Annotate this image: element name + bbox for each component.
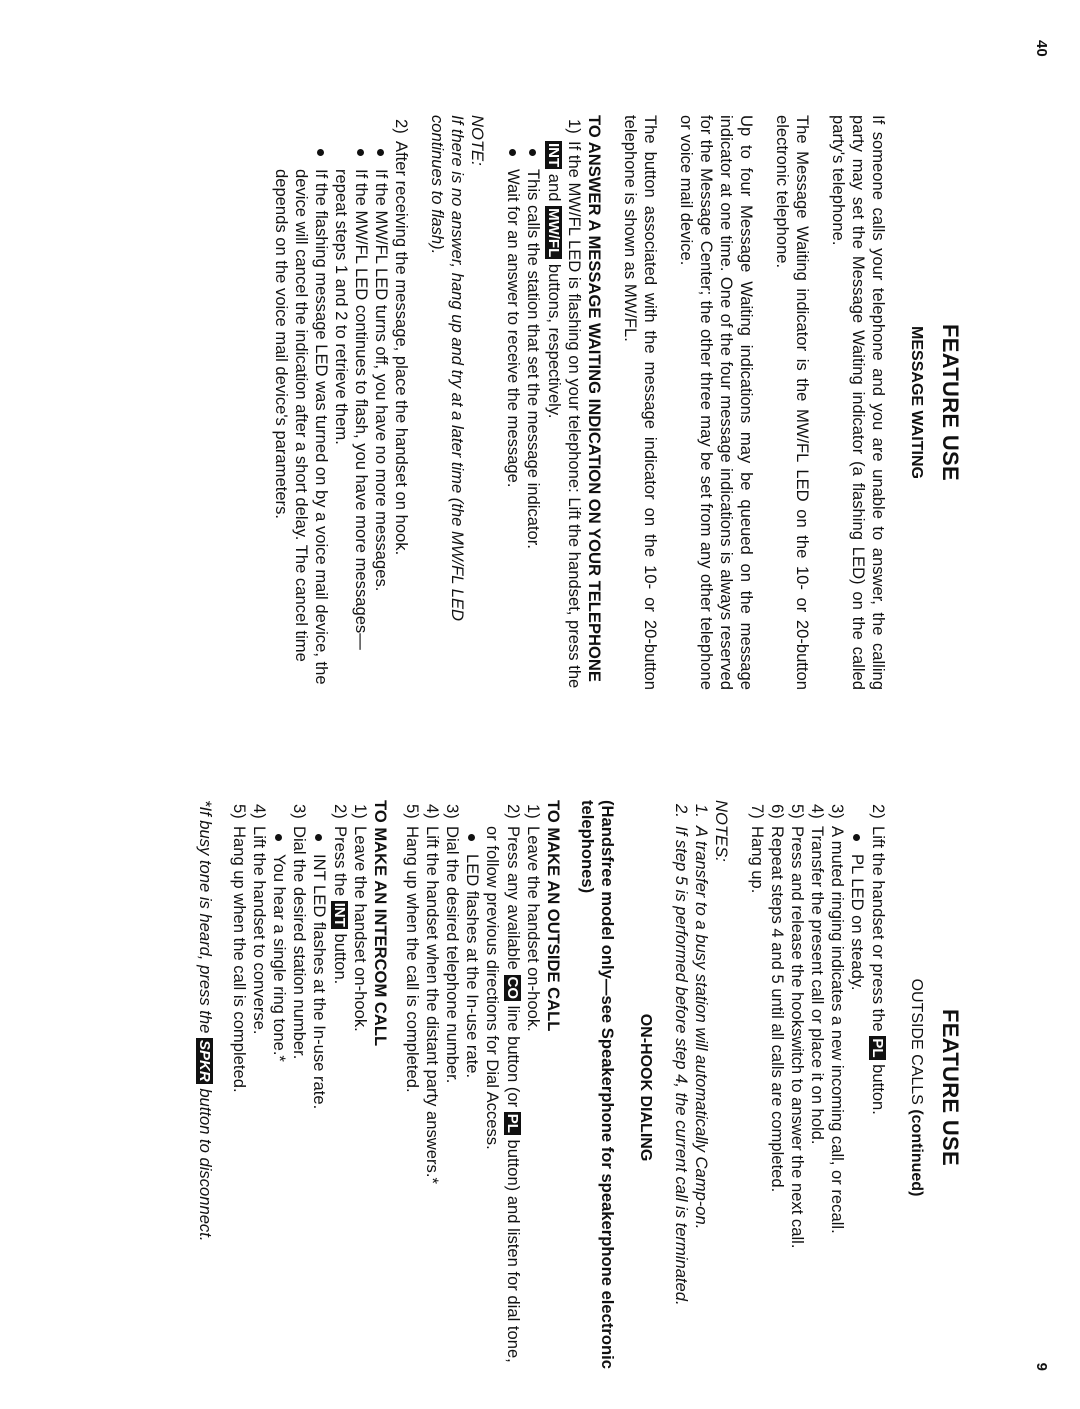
step-number: 3)	[443, 804, 462, 819]
step-6	[767, 800, 787, 1375]
intercom-call-heading: TO MAKE AN INTERCOM CALL	[371, 800, 390, 1047]
step-number: 2)	[331, 804, 350, 819]
step-number: 6)	[768, 804, 787, 819]
step-4	[249, 800, 269, 1375]
bullet-list	[503, 141, 543, 690]
step-number: 5)	[403, 804, 422, 819]
co-key-label: CO	[504, 976, 521, 1000]
bullet-list	[269, 826, 289, 1375]
bullet-list	[271, 141, 391, 690]
bullet-item: INT LED flashes at the In-use rate.	[309, 826, 329, 1375]
bullet-item: Wait for an answer to receive the message.	[503, 141, 523, 690]
step-text: If the MW/FL LED is flashing on your telephone: Lift the handset, press the	[565, 141, 584, 689]
bullet-list	[309, 826, 329, 1375]
step-text: Lift the handset or press the	[869, 826, 888, 1032]
notes	[671, 800, 731, 1375]
step-5	[787, 800, 807, 1375]
right-title: FEATURE USE	[938, 1009, 963, 1166]
pl-key-label: PL	[504, 1113, 521, 1133]
pl-key-label: PL	[869, 1038, 886, 1058]
paragraph: The Message Waiting indicator is the MW/FL LED on the 10- or 20-button electronic telephone.	[773, 115, 812, 690]
step-text: button.	[331, 933, 350, 985]
step-1	[350, 800, 370, 1375]
step-text: Repeat steps 4 and 5 until all calls are completed.	[768, 826, 787, 1193]
bullet-item: PL LED on steady.	[847, 826, 867, 1375]
step-text: Lift the handset to converse.	[250, 826, 269, 1035]
step-4	[807, 800, 827, 1375]
note-number: 1.	[692, 804, 711, 818]
step-text: and	[545, 173, 564, 202]
step-2	[462, 800, 523, 1375]
step-3	[827, 800, 847, 1375]
step-2	[847, 800, 888, 1375]
notes-list	[671, 800, 711, 1375]
answer-steps-cont	[271, 115, 411, 690]
step-text: Hang up when the call is completed.	[230, 826, 249, 1093]
outside-calls-subhead	[906, 800, 926, 1375]
step-3	[442, 800, 462, 1375]
handsfree-heading: (Handsfree model only—see Speakerphone for speakerphone electronic telephones)	[578, 800, 617, 1369]
outside-call-heading: TO MAKE AN OUTSIDE CALL	[544, 800, 563, 1032]
step-text: Dial the desired telephone number.	[443, 826, 462, 1084]
step-text: Transfer the present call or place it on hold.	[808, 826, 827, 1145]
note-text: A transfer to a busy station will automatically Camp-on.	[692, 826, 711, 1230]
subhead-continued: (continued)	[908, 1109, 925, 1197]
answer-heading: TO ANSWER A MESSAGE WAITING INDICATION ON YOUR TELEPHONE	[585, 115, 604, 682]
note-item	[671, 800, 691, 1375]
step-1	[523, 800, 543, 1375]
footnote	[194, 800, 215, 1375]
bullet-item: If the MW/FL LED continues to flash, you have more messages—repeat steps 1 and 2 to retrieve them.	[331, 141, 371, 690]
footnote-text: *If busy tone is heard, press the	[196, 800, 215, 1034]
left-title: FEATURE USE	[938, 324, 963, 481]
step-1	[503, 115, 584, 690]
intercom-call-procedure	[229, 800, 370, 1375]
note-number: 2.	[672, 804, 691, 818]
step-number: 4)	[808, 804, 827, 819]
step-text: A muted ringing indicates a new incoming call, or recall.	[828, 826, 847, 1234]
note	[427, 115, 487, 690]
step-number: 2)	[504, 804, 523, 819]
notes-label: NOTES:	[712, 800, 731, 862]
step-number: 7)	[748, 804, 767, 819]
left-column	[271, 115, 963, 690]
step-text: button.	[869, 1064, 888, 1115]
note-item	[691, 800, 711, 1375]
step-text: Dial the desired station number.	[290, 826, 309, 1060]
step-7	[747, 800, 767, 1375]
step-5	[402, 800, 422, 1375]
bullet-item: You hear a single ring tone.*	[269, 826, 289, 1375]
bullet-item: This calls the station that set the message indicator.	[523, 141, 543, 690]
step-4	[422, 800, 442, 1375]
outside-call-procedure	[402, 800, 543, 1375]
step-number: 3)	[828, 804, 847, 819]
step-text: Press any available	[504, 826, 523, 970]
bullet-list	[847, 826, 867, 1375]
note-text: If step 5 is performed before step 4, the current call is terminated.	[672, 826, 691, 1306]
step-number: 1)	[565, 119, 584, 134]
step-text: Hang up.	[748, 826, 767, 894]
step-text: buttons, respectively.	[545, 263, 564, 419]
step-text: Hang up when the call is completed.	[403, 826, 422, 1093]
step-number: 2)	[869, 804, 888, 819]
message-waiting-subhead: MESSAGE WAITING	[908, 326, 925, 479]
paragraph: Up to four Message Waiting indications may be queued on the message indicator at one time. One of the four message indications is always reserved for the Message Center; the other three may be set from any other telephone or voice mail device.	[677, 115, 756, 690]
step-text: Lift the handset when the distant party answers.*	[423, 826, 442, 1184]
step-number: 2)	[392, 119, 411, 134]
bullet-item: LED flashes at the In-use rate.	[462, 826, 482, 1375]
step-text: line button (or	[504, 1005, 523, 1108]
step-text: Leave the handset on-hook.	[524, 826, 543, 1032]
page-number-right: 9	[1033, 1362, 1050, 1371]
mwfl-key-label: MW/FL	[545, 208, 562, 258]
right-column	[194, 800, 963, 1375]
subhead-text: OUTSIDE CALLS	[908, 978, 925, 1105]
page-number-left: 40	[1033, 40, 1050, 57]
step-number: 5)	[788, 804, 807, 819]
step-text: button) and listen for dial tone, or follow previous directions for Dial Access.	[483, 826, 523, 1363]
paragraph: The button associated with the message indicator on the 10- or 20-button telephone is shown as MW/FL.	[621, 115, 660, 690]
step-number: 4)	[423, 804, 442, 819]
step-number: 5)	[230, 804, 249, 819]
answer-steps	[503, 115, 584, 690]
step-5	[229, 800, 249, 1375]
int-key-label: INT	[331, 902, 348, 927]
bullet-item: If the flashing message LED was turned on by a voice mail device, the device will cancel the indication after a short delay. The cancel time depends on the voice mail device's parameters.	[271, 141, 331, 690]
step-number: 4)	[250, 804, 269, 819]
footnote-text: button to disconnect.	[196, 1088, 215, 1242]
step-text: After receiving the message, place the handset on hook.	[392, 141, 411, 556]
int-key-label: INT	[545, 143, 562, 168]
paragraph: If someone calls your telephone and you are unable to answer, the calling party may set the Message Waiting indicator (a flashing LED) on the called party's telephone.	[829, 115, 888, 690]
note-text: If there is no answer, hang up and try at a later time (the MW/FL LED continues to flash).	[428, 115, 467, 622]
step-3	[269, 800, 309, 1375]
step-2	[309, 800, 350, 1375]
step-text: Leave the handset on-hook.	[351, 826, 370, 1032]
step-number: 1)	[524, 804, 543, 819]
onhook-dialing-heading: ON-HOOK DIALING	[637, 1013, 654, 1162]
step-text: Press and release the hookswitch to answer the next call.	[788, 826, 807, 1249]
note-label: NOTE:	[468, 115, 487, 166]
bullet-list	[462, 826, 482, 1375]
spkr-key-label: SPKR	[196, 1040, 213, 1082]
bullet-item: If the MW/FL LED turns off, you have no more messages.	[371, 141, 391, 690]
step-2	[271, 115, 411, 690]
outside-call-steps	[747, 800, 888, 1375]
step-number: 1)	[351, 804, 370, 819]
step-text: Press the	[331, 826, 350, 897]
step-number: 3)	[290, 804, 309, 819]
